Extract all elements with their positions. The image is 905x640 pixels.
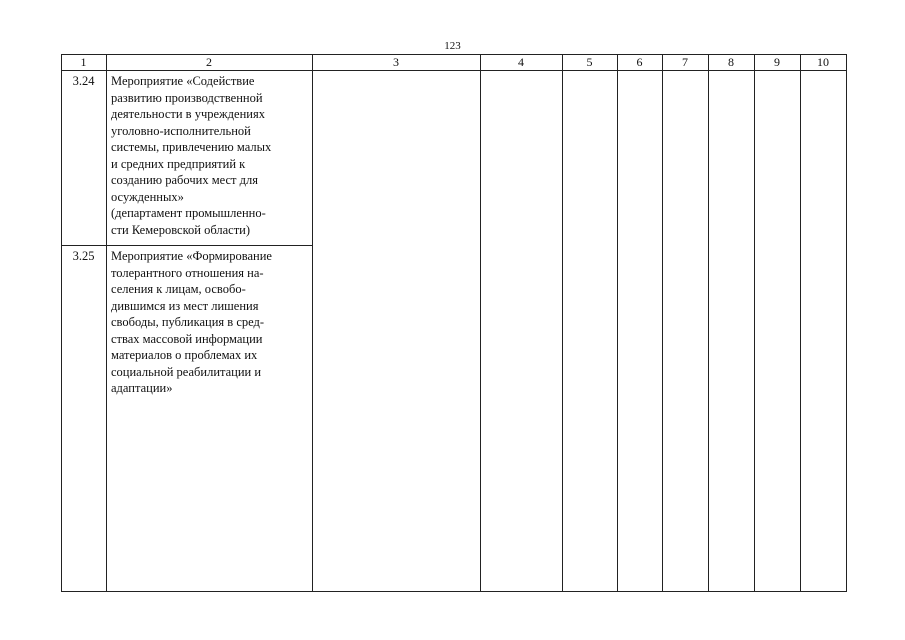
column-header-2: 2 <box>206 55 212 69</box>
page-number: 123 <box>444 40 461 52</box>
column-header-5: 5 <box>586 55 593 69</box>
col-border-6-7 <box>662 54 663 592</box>
column-header-9: 9 <box>774 55 780 69</box>
column-header-7: 7 <box>682 55 688 69</box>
row-number-3-25: 3.25 <box>72 249 95 263</box>
column-header-8: 8 <box>728 55 734 69</box>
col-border-right <box>846 54 847 592</box>
column-header-4: 4 <box>518 55 524 69</box>
col-border-8-9 <box>754 54 755 592</box>
table-bottom-border <box>61 591 846 592</box>
column-header-1: 1 <box>80 55 87 69</box>
col-border-1-2 <box>106 54 107 592</box>
col-border-3-4 <box>480 54 481 592</box>
row-description-3-24: Мероприятие «Содействие развитию производственной деятельности в учреждениях уголовно-исполнительной системы, привлечению малых и средних предприятий к созданию рабочих мест для осужденных» (департамент промышленно- сти Кемеровской области) <box>111 74 272 237</box>
column-header-6: 6 <box>636 55 643 69</box>
column-header-10: 10 <box>817 55 829 69</box>
col-border-7-8 <box>708 54 709 592</box>
col-border-9-10 <box>800 54 801 592</box>
col-border-2-3 <box>312 54 313 592</box>
column-header-3: 3 <box>393 55 399 69</box>
col-border-5-6 <box>617 54 618 592</box>
row-separator <box>61 245 313 246</box>
col-border-4-5 <box>562 54 563 592</box>
row-number-3-24: 3.24 <box>72 74 95 88</box>
row-description-3-25: Мероприятие «Формирование толерантного отношения на- селения к лицам, освобо- дившимся из мест лишения свободы, публикация в сред- ствах массовой информации материалов о проблемах их социальной реабилитации и адаптации» <box>111 249 272 395</box>
col-border-left <box>61 54 62 592</box>
header-bottom-border <box>61 70 846 71</box>
